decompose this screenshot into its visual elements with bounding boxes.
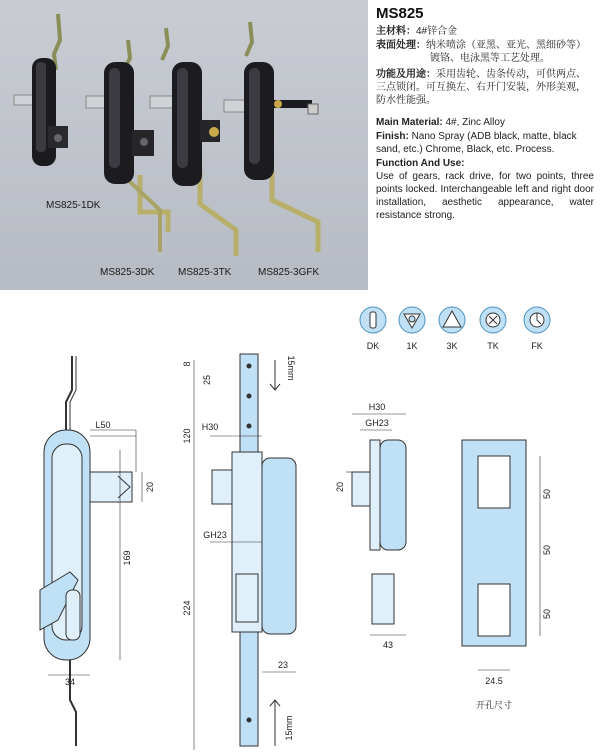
photo-label-3dk: MS825-3DK: [100, 267, 155, 278]
lock-3tk-image: [150, 28, 236, 256]
insert-dk-label: DK: [366, 341, 380, 351]
side-view-drawing: [194, 354, 296, 750]
material-cn-value: 4#锌合金: [416, 26, 458, 37]
function-en-value: Use of gears, rack drive, for two points, three points locked. Interchangeable left and right door installation, aesthetic appearance, water resistance strong.: [376, 171, 594, 221]
lock-3gfk-image: [224, 22, 318, 252]
material-cn: [376, 25, 457, 38]
dim-34: 34: [64, 677, 76, 687]
function-cn-label: 功能及用途：: [376, 69, 436, 80]
insert-3k-icon: [439, 307, 465, 351]
dim-25: 25: [202, 374, 212, 386]
technical-drawings-svg: [0, 290, 600, 756]
dim-169: 169: [122, 550, 132, 566]
dim-gh23-b: GH23: [365, 418, 389, 428]
insert-fk-icon: [524, 307, 550, 351]
dim-h30-b: H30: [368, 402, 386, 412]
finish-en-value: Nano Spray (ADB black, matte, black sand, etc.) Chrome, Black, etc. Process.: [376, 131, 577, 155]
material-en: [376, 116, 505, 129]
insert-3k-label: 3K: [446, 341, 458, 351]
product-photo-drawing: [0, 0, 368, 290]
insert-type-icons: [360, 307, 550, 351]
photo-label-3tk: MS825-3TK: [178, 267, 232, 278]
dim-24-5: 24.5: [485, 676, 503, 686]
section-view-drawing: [346, 414, 406, 635]
dim-gh23-a: GH23: [203, 530, 227, 540]
insert-fk-label: FK: [531, 341, 543, 351]
dim-h30-a: H30: [201, 422, 219, 432]
dim-224: 224: [182, 600, 192, 616]
spec-panel: [368, 0, 600, 290]
material-en-label: Main Material:: [376, 117, 443, 128]
material-en-value: 4#, Zinc Alloy: [445, 117, 505, 128]
function-en-label: Function And Use:: [376, 158, 465, 169]
cutout-drawing: [462, 440, 540, 670]
finish-cn-line2: 镀铬、电泳黑等工艺处理。: [430, 53, 550, 64]
lock-3dk-image: [86, 40, 168, 252]
insert-tk-label: TK: [487, 341, 499, 351]
function-cn-line2: 三点锁闭。可互换左、右开门安装，外形美观，: [376, 82, 586, 93]
insert-dk-icon: [360, 307, 386, 351]
dim-50-a: 50: [542, 488, 552, 500]
dim-8: 8: [182, 361, 192, 367]
photo-label-3gfk: MS825-3GFK: [258, 267, 320, 278]
dim-120: 120: [182, 428, 192, 444]
cutout-size-label: 开孔尺寸: [475, 700, 513, 710]
model-title: MS825: [376, 5, 424, 22]
dim-15-bottom: 15mm: [284, 715, 294, 741]
dim-50-b: 50: [542, 544, 552, 556]
finish-en: [376, 130, 594, 156]
material-cn-label: 主材料：: [376, 26, 416, 37]
dim-23: 23: [277, 660, 289, 670]
finish-en-label: Finish:: [376, 131, 409, 142]
finish-cn: [376, 39, 586, 52]
lock-1dk-image: [14, 14, 68, 166]
dim-20a: 20: [145, 481, 155, 493]
insert-tk-icon: [480, 307, 506, 351]
technical-drawings: [0, 290, 600, 756]
dim-15-top: 15mm: [286, 355, 296, 381]
finish-cn-line1: 纳米喷涂（亚黑、亚光、黑细砂等）: [426, 40, 586, 51]
product-photo: [0, 0, 368, 290]
function-cn-line1: 采用齿轮、齿条传动，可供两点、: [436, 69, 586, 80]
finish-cn-label: 表面处理：: [376, 40, 426, 51]
dim-20b: 20: [335, 481, 345, 493]
function-cn: [376, 68, 586, 81]
dim-50-c: 50: [542, 608, 552, 620]
insert-1k-icon: [399, 307, 425, 351]
dim-l50: L50: [95, 420, 111, 430]
function-cn-line3: 防水性能强。: [376, 95, 436, 106]
dim-43: 43: [382, 640, 394, 650]
insert-1k-label: 1K: [406, 341, 418, 351]
photo-label-1dk: MS825-1DK: [46, 200, 101, 211]
